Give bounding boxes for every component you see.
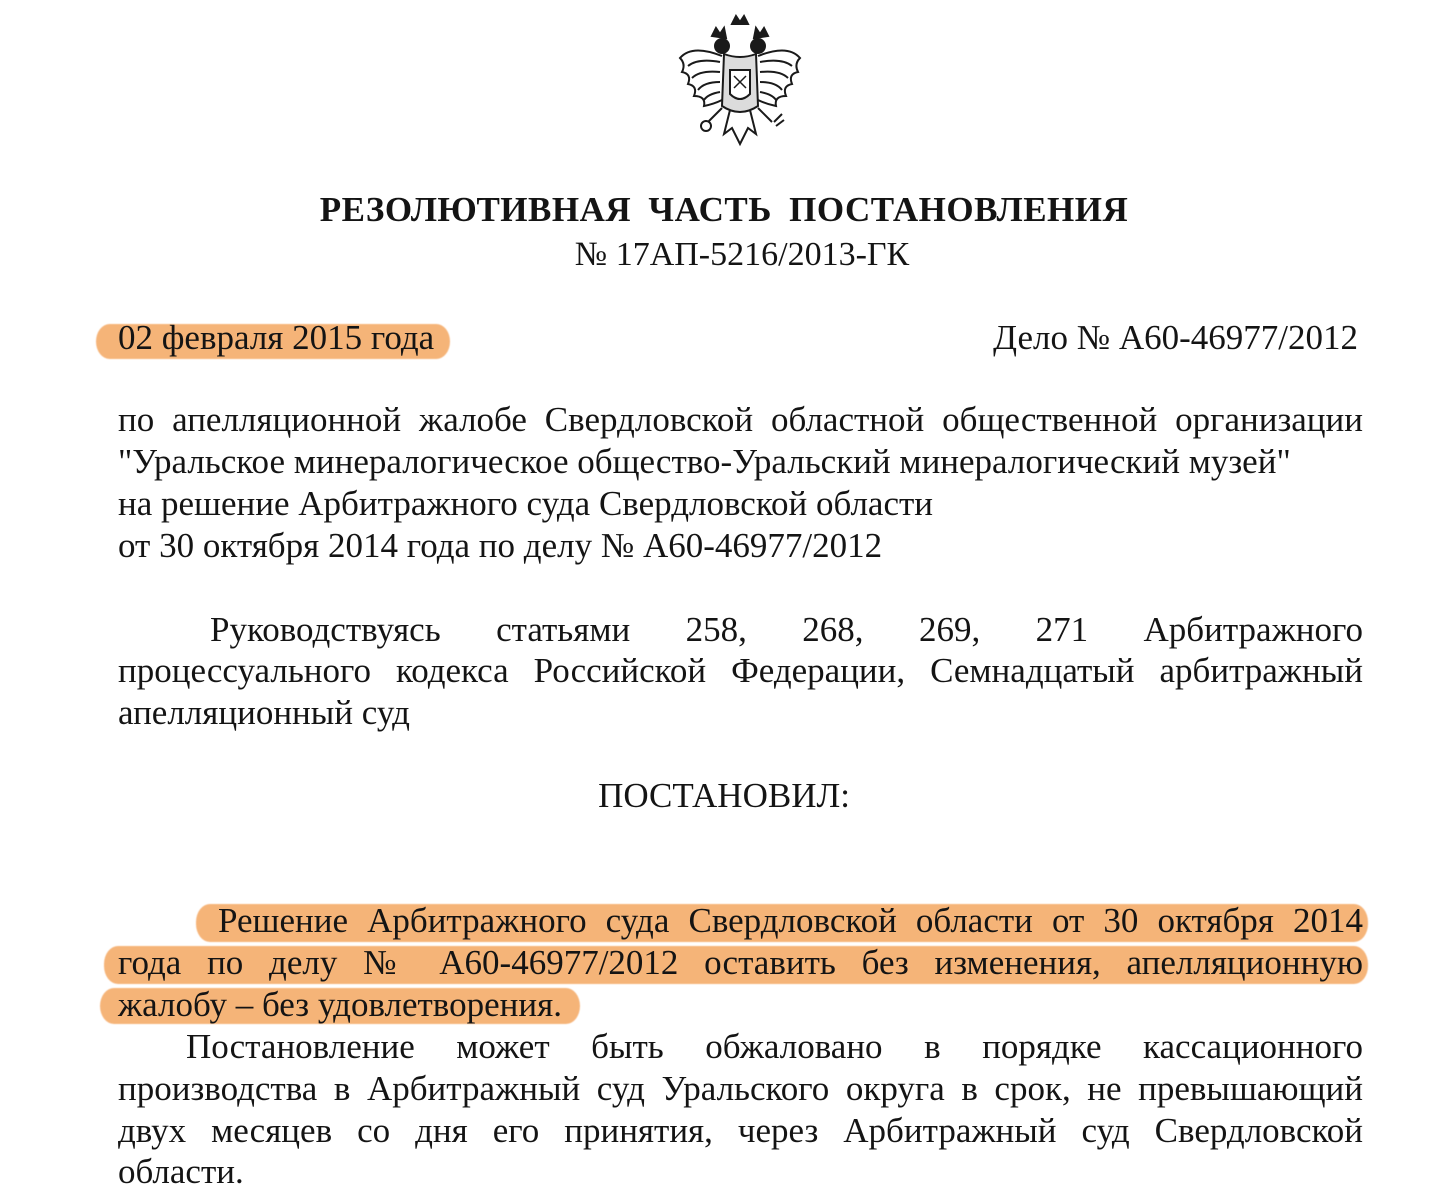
decision-line: жалобу – без удовлетворения. [118,985,562,1024]
decision-line: Решение Арбитражного суда Свердловской области от 30 октября 2014 [218,901,1363,940]
case-number: Дело № А60-46977/2012 [993,318,1358,357]
guided-line: процессуального кодекса Российской Федерации, Семнадцатый арбитражный [118,651,1363,690]
coat-of-arms-icon [672,14,808,154]
appeal-note-line: производства в Арбитражный суд Уральского округа в срок, не превышающий [118,1069,1363,1108]
document-number: № 17АП-5216/2013-ГК [574,236,910,273]
guided-line: Руководствуясь статьями 258, 268, 269, 271 Арбитражного [210,610,1363,649]
appeal-note-line: области. [118,1152,244,1191]
appeal-line: по апелляционной жалобе Свердловской областной общественной организации [118,400,1363,439]
decision-line: года по делу № А60-46977/2012 оставить без изменения, апелляционную [118,943,1363,982]
appeal-note-line: двух месяцев со дня его принятия, через Арбитражный суд Свердловской [118,1111,1363,1150]
document-title: РЕЗОЛЮТИВНАЯ ЧАСТЬ ПОСТАНОВЛЕНИЯ [319,190,1129,229]
document-date: 02 февраля 2015 года [118,318,435,357]
guided-line: апелляционный суд [118,693,410,732]
appeal-line: от 30 октября 2014 года по делу № А60-46977/2012 [118,526,883,565]
appeal-line: "Уральское минералогическое общество-Уральский минералогический музей" [118,442,1291,481]
appeal-line: на решение Арбитражного суда Свердловской области [118,484,934,523]
appeal-note-line: Постановление может быть обжаловано в порядке кассационного [186,1027,1363,1066]
date-highlight [118,318,434,357]
ruled-heading: ПОСТАНОВИЛ: [598,776,850,815]
